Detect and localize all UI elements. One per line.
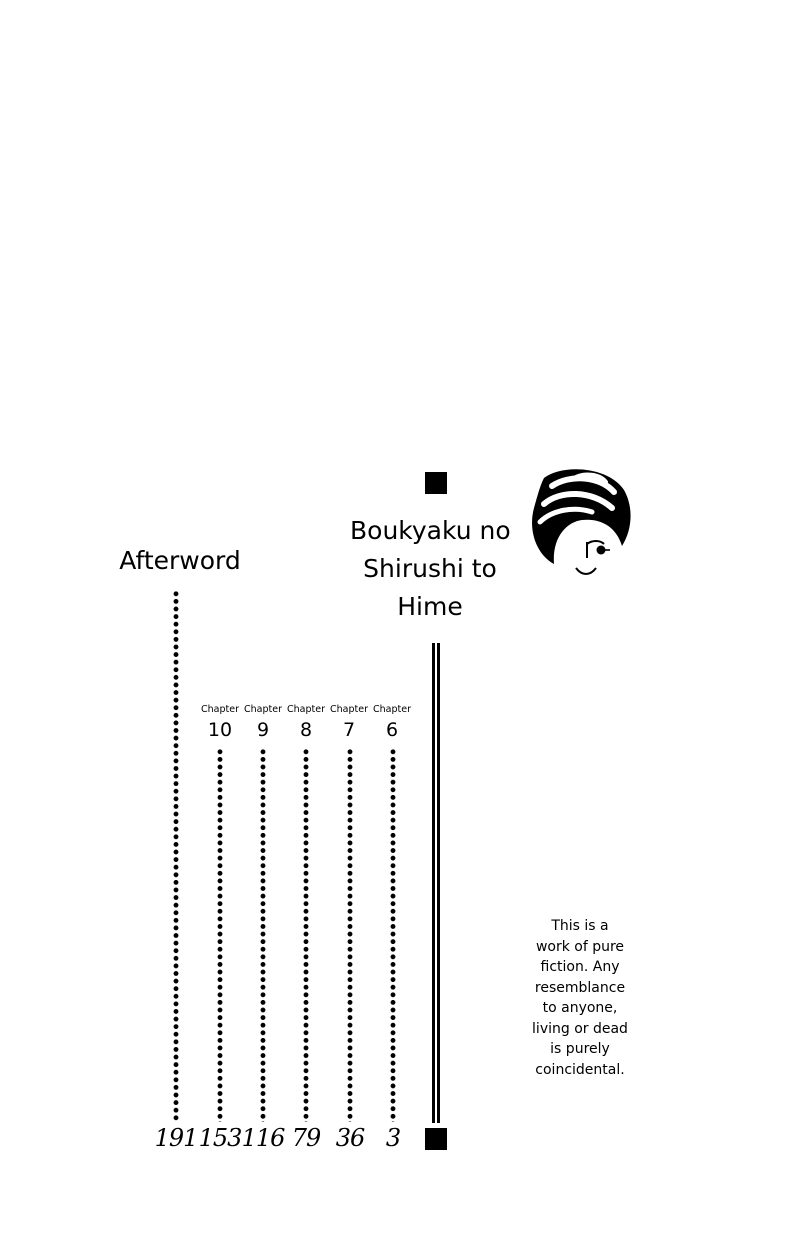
chapter-number: 7 xyxy=(342,719,356,741)
afterword-dotted-leader xyxy=(173,590,179,1122)
title-double-line-left xyxy=(432,643,435,1123)
chapter-page-number: 79 xyxy=(291,1124,321,1152)
chapter-label: Chapter xyxy=(287,704,325,715)
swirl-hair-face-logo xyxy=(530,468,634,580)
chapter-label: Chapter xyxy=(201,704,239,715)
chapter-page-number: 153 xyxy=(198,1124,242,1152)
disclaimer-line: work of pure xyxy=(535,938,625,955)
chapter-dotted-leader xyxy=(260,748,266,1122)
disclaimer-line: to anyone, xyxy=(542,1000,618,1016)
chapter-number: 8 xyxy=(299,719,313,741)
title-double-line-right xyxy=(437,643,440,1123)
chapter-dotted-leader xyxy=(217,748,223,1122)
chapter-dotted-leader xyxy=(347,748,353,1122)
book-title xyxy=(350,512,510,626)
chapter-page-number: 36 xyxy=(335,1124,365,1152)
chapter-label: Chapter xyxy=(330,704,368,715)
chapter-number: 10 xyxy=(207,719,233,741)
chapter-number: 6 xyxy=(385,719,399,741)
chapter-number: 9 xyxy=(256,719,270,741)
chapter-page-number: 3 xyxy=(385,1124,401,1152)
title-line: Hime xyxy=(397,592,463,621)
chapter-dotted-leader xyxy=(303,748,309,1122)
disclaimer-line: is purely xyxy=(550,1041,610,1057)
title-line: Shirushi to xyxy=(363,554,497,583)
disclaimer-line: resemblance xyxy=(534,979,626,996)
title-line: Boukyaku no xyxy=(350,516,511,545)
fiction-disclaimer xyxy=(515,916,645,1080)
disclaimer-line: fiction. Any xyxy=(540,959,620,975)
disclaimer-line: This is a xyxy=(551,918,609,934)
chapter-label: Chapter xyxy=(244,704,282,715)
bottom-marker-square xyxy=(425,1128,447,1150)
chapter-page-number: 116 xyxy=(241,1124,285,1152)
afterword-page-number: 191 xyxy=(154,1124,198,1152)
disclaimer-line: living or dead xyxy=(532,1020,628,1037)
title-marker-square xyxy=(425,472,447,494)
afterword-label: Afterword xyxy=(119,546,241,575)
chapter-label: Chapter xyxy=(373,704,411,715)
chapter-dotted-leader xyxy=(390,748,396,1122)
disclaimer-line: coincidental. xyxy=(535,1061,625,1078)
